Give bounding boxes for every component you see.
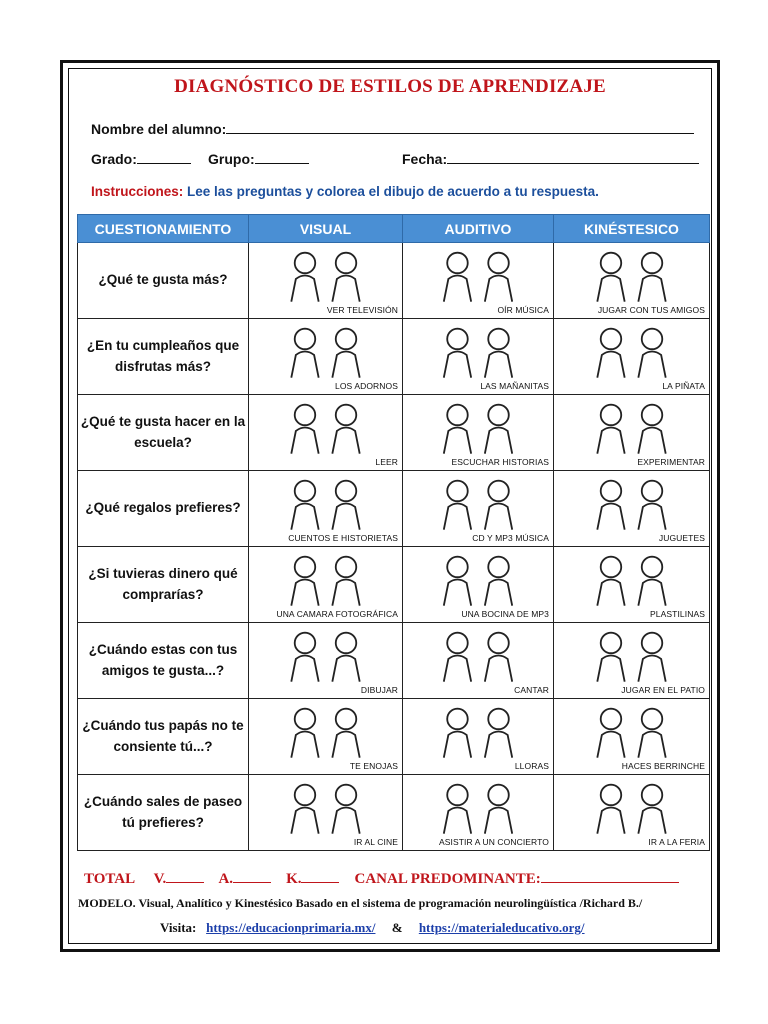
student-name-label: Nombre del alumno:	[91, 121, 227, 137]
group-line	[255, 151, 309, 164]
auditivo-illustration	[409, 551, 547, 608]
group-field[interactable]	[208, 151, 309, 167]
kinestesico-option-label: EXPERIMENTAR	[637, 457, 705, 467]
learning-styles-table	[77, 214, 710, 851]
canal-label: CANAL PREDOMINANTE:	[354, 871, 541, 887]
kinestesico-option-cell[interactable]	[554, 699, 710, 775]
table-row	[78, 395, 710, 471]
table-row	[78, 547, 710, 623]
instructions-text: Lee las preguntas y colorea el dibujo de acuerdo a tu respuesta.	[187, 184, 599, 199]
kinestesico-illustration	[560, 779, 703, 836]
question-text: ¿Cuándo sales de paseo tú prefieres?	[78, 775, 249, 851]
total-label: TOTAL	[84, 871, 136, 887]
table-row	[78, 623, 710, 699]
kinestesico-option-label: IR A LA FERIA	[648, 837, 705, 847]
total-k-line[interactable]	[301, 870, 339, 883]
instructions-label: Instrucciones:	[91, 184, 184, 199]
question-text: ¿Cuándo tus papás no te consiente tú...?	[78, 699, 249, 775]
auditivo-illustration	[409, 247, 547, 304]
visual-illustration	[255, 323, 396, 380]
visit-label: Visita:	[160, 920, 197, 935]
auditivo-option-label: ASISTIR A UN CONCIERTO	[438, 837, 549, 847]
kinestesico-illustration	[560, 399, 703, 456]
question-text: ¿Cuándo estas con tus amigos te gusta...?	[78, 623, 249, 699]
auditivo-option-label: OÍR MÚSICA	[497, 305, 549, 315]
kinestesico-option-cell[interactable]	[554, 623, 710, 699]
visual-option-cell[interactable]	[249, 547, 403, 623]
auditivo-illustration	[409, 627, 547, 684]
table-row	[78, 699, 710, 775]
auditivo-illustration	[409, 475, 547, 532]
canal-line[interactable]	[541, 870, 679, 883]
auditivo-illustration	[409, 779, 547, 836]
grade-field[interactable]	[91, 151, 191, 167]
auditivo-option-label: LLORAS	[514, 761, 549, 771]
kinestesico-option-cell[interactable]	[554, 395, 710, 471]
kinestesico-illustration	[560, 551, 703, 608]
table-row	[78, 775, 710, 851]
total-k-label: K.	[286, 871, 302, 887]
visual-illustration	[255, 247, 396, 304]
visual-option-label: TE ENOJAS	[349, 761, 398, 771]
visual-illustration	[255, 627, 396, 684]
header-visual: VISUAL	[249, 215, 403, 243]
auditivo-option-label: UNA BOCINA DE MP3	[461, 609, 549, 619]
kinestesico-option-label: JUGUETES	[658, 533, 705, 543]
visual-option-label: UNA CAMARA FOTOGRÁFICA	[276, 609, 398, 619]
kinestesico-option-cell[interactable]	[554, 471, 710, 547]
question-text: ¿Qué regalos prefieres?	[78, 471, 249, 547]
group-label: Grupo:	[208, 151, 255, 167]
auditivo-option-label: CD Y MP3 MÚSICA	[472, 533, 549, 543]
header-auditivo: AUDITIVO	[403, 215, 554, 243]
visual-option-label: LEER	[375, 457, 398, 467]
auditivo-option-label: LAS MAÑANITAS	[480, 381, 549, 391]
kinestesico-option-label: JUGAR CON TUS AMIGOS	[597, 305, 705, 315]
total-v-label: V.	[153, 871, 167, 887]
kinestesico-option-cell[interactable]	[554, 547, 710, 623]
visual-option-label: DIBUJAR	[360, 685, 398, 695]
grade-label: Grado:	[91, 151, 137, 167]
ampersand: &	[391, 920, 403, 935]
visual-illustration	[255, 551, 396, 608]
total-a-label: A.	[218, 871, 234, 887]
table-row	[78, 471, 710, 547]
question-text: ¿Qué te gusta hacer en la escuela?	[78, 395, 249, 471]
kinestesico-option-cell[interactable]	[554, 775, 710, 851]
auditivo-illustration	[409, 323, 547, 380]
auditivo-illustration	[409, 399, 547, 456]
visit-line	[160, 920, 585, 936]
visual-option-label: LOS ADORNOS	[335, 381, 398, 391]
totals-line	[84, 870, 679, 888]
kinestesico-option-label: PLASTILINAS	[650, 609, 705, 619]
auditivo-illustration	[409, 703, 547, 760]
header-cuestionamiento: CUESTIONAMIENTO	[78, 215, 249, 243]
auditivo-option-cell[interactable]	[403, 243, 554, 319]
visual-illustration	[255, 399, 396, 456]
total-v-line[interactable]	[166, 870, 204, 883]
model-note: MODELO. Visual, Analítico y Kinestésico Basado en el sistema de programación neurolingüística /Richard B./	[78, 896, 643, 910]
auditivo-option-cell[interactable]	[403, 699, 554, 775]
instructions	[91, 184, 599, 199]
auditivo-option-cell[interactable]	[403, 471, 554, 547]
date-line	[447, 151, 699, 164]
link-educacionprimaria[interactable]: https://educacionprimaria.mx/	[206, 920, 376, 935]
table-row	[78, 319, 710, 395]
visual-option-cell[interactable]	[249, 395, 403, 471]
visual-option-cell[interactable]	[249, 471, 403, 547]
page-title: DIAGNÓSTICO DE ESTILOS DE APRENDIZAJE	[174, 76, 606, 97]
visual-option-cell[interactable]	[249, 243, 403, 319]
auditivo-option-cell[interactable]	[403, 319, 554, 395]
kinestesico-option-cell[interactable]	[554, 319, 710, 395]
visual-option-label: IR AL CINE	[353, 837, 398, 847]
kinestesico-option-label: LA PIÑATA	[662, 381, 705, 391]
kinestesico-illustration	[560, 627, 703, 684]
date-label: Fecha:	[402, 151, 448, 167]
question-text: ¿En tu cumpleaños que disfrutas más?	[78, 319, 249, 395]
visual-option-cell[interactable]	[249, 623, 403, 699]
grade-line	[137, 151, 191, 164]
visual-option-cell[interactable]	[249, 775, 403, 851]
auditivo-option-cell[interactable]	[403, 623, 554, 699]
visual-option-label: CUENTOS E HISTORIETAS	[288, 533, 398, 543]
header-kinestesico: KINÉSTESICO	[554, 215, 710, 243]
visual-illustration	[255, 779, 396, 836]
visual-option-cell[interactable]	[249, 699, 403, 775]
visual-illustration	[255, 703, 396, 760]
total-a-line[interactable]	[233, 870, 271, 883]
kinestesico-illustration	[560, 247, 703, 304]
auditivo-option-cell[interactable]	[403, 547, 554, 623]
auditivo-option-label: ESCUCHAR HISTORIAS	[451, 457, 549, 467]
visual-option-cell[interactable]	[249, 319, 403, 395]
question-text: ¿Qué te gusta más?	[78, 243, 249, 319]
student-name-line	[226, 121, 694, 134]
visual-illustration	[255, 475, 396, 532]
kinestesico-illustration	[560, 703, 703, 760]
link-materialeducativo[interactable]: https://materialeducativo.org/	[418, 920, 585, 935]
kinestesico-illustration	[560, 323, 703, 380]
student-name-field[interactable]	[91, 121, 694, 137]
kinestesico-illustration	[560, 475, 703, 532]
visual-option-label: VER TELEVISIÓN	[326, 305, 398, 315]
table-row	[78, 243, 710, 319]
table-header-row	[78, 215, 710, 243]
auditivo-option-cell[interactable]	[403, 395, 554, 471]
auditivo-option-label: CANTAR	[514, 685, 549, 695]
kinestesico-option-cell[interactable]	[554, 243, 710, 319]
kinestesico-option-label: JUGAR EN EL PATIO	[621, 685, 705, 695]
kinestesico-option-label: HACES BERRINCHE	[621, 761, 705, 771]
question-text: ¿Si tuvieras dinero qué comprarías?	[78, 547, 249, 623]
auditivo-option-cell[interactable]	[403, 775, 554, 851]
date-field[interactable]	[402, 151, 699, 167]
